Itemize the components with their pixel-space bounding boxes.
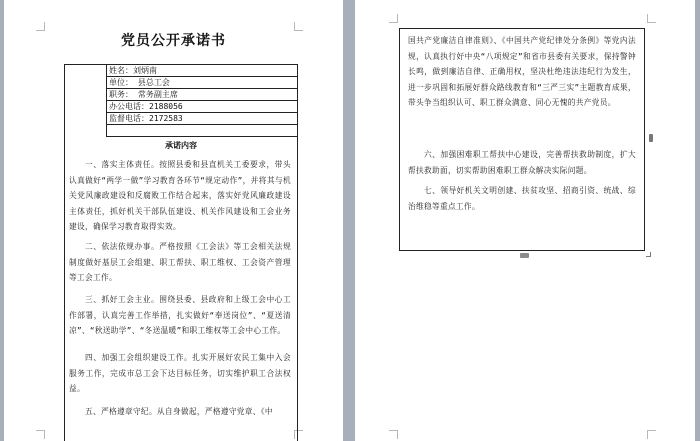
info-office-phone: 办公电话：2188056 (107, 101, 297, 113)
commitment-paragraph: 四、加强工会组织建设工作。扎实开展好农民工集中入会服务工作，完成市总工会下达目标任务，切实维护职工合法权益。 (69, 353, 291, 394)
info-supervision-phone: 监督电话：2172583 (107, 113, 297, 125)
crop-mark (36, 430, 45, 439)
document-page-left (4, 0, 343, 441)
crop-mark (647, 14, 656, 23)
commitment-paragraph: 五、严格遵章守纪。从自身做起，严格遵守党章、《中 (85, 407, 273, 416)
info-unit: 单位： 县总工会 (107, 77, 297, 89)
crop-mark (647, 430, 656, 439)
document-page-right (355, 0, 695, 441)
commitment-paragraph: 一、落实主体责任。按照县委和县直机关工委要求，带头认真做好“两学一做”学习教育各环节“规定动作”，并将其与机关党风廉政建设和反腐败工作结合起来，落实好党风廉政建设主体责任，抓好机关干部队伍建设、机关作风建设和工会业务建设，确保学习教育取得实效。 (69, 160, 291, 232)
crop-mark (389, 14, 398, 23)
commitment-heading: 承诺内容 (165, 141, 197, 150)
commitment-paragraph: 国共产党廉洁自律准则》、《中国共产党纪律处分条例》等党内法规，认真执行好中央“八项规定”和省市县委有关要求，保持警钟长鸣，做到廉洁自律、正确用权，坚决杜绝违法违纪行为发生，进一步巩固和拓展好群众路线教育和“三严三实”主题教育成果，带头争当组织认可、职工群众满意、同心无愧的共产党员。 (408, 36, 636, 107)
crop-mark (389, 430, 398, 439)
commitment-paragraph: 三、抓好工会主业。围绕县委、县政府和上级工会中心工作部署，认真完善工作举措，扎实做好“奉送岗位”、“夏送清凉”、“秋送助学”、“冬送温暖”和职工维权等工会中心工作。 (69, 295, 291, 336)
commitment-paragraph: 六、加强困难职工帮扶中心建设，完善帮扶救助制度，扩大帮扶救助面，切实帮助困难职工群众解决实际问题。 (408, 150, 636, 175)
commitment-paragraph: 七、领导好机关文明创建、扶贫攻坚、招商引资、统战、综治维稳等重点工作。 (408, 186, 636, 211)
table-resize-handle[interactable] (649, 134, 653, 142)
table-corner-resize-handle[interactable] (646, 252, 651, 257)
commitment-paragraph: 二、依法依规办事。严格按照《工会法》等工会相关法规制度做好基层工会组建、职工帮扶、职工维权、工会资产管理等工会工作。 (69, 242, 291, 283)
info-name: 姓名：刘炳南 (107, 65, 297, 77)
photo-cell (65, 65, 107, 137)
info-blank-row (107, 125, 297, 137)
document-title: 党员公开承诺书 (121, 33, 226, 49)
commitment-table (64, 64, 298, 441)
commitment-table-continued[interactable] (399, 28, 645, 251)
info-position: 职务： 常务副主席 (107, 89, 297, 101)
table-move-handle[interactable] (520, 253, 529, 258)
